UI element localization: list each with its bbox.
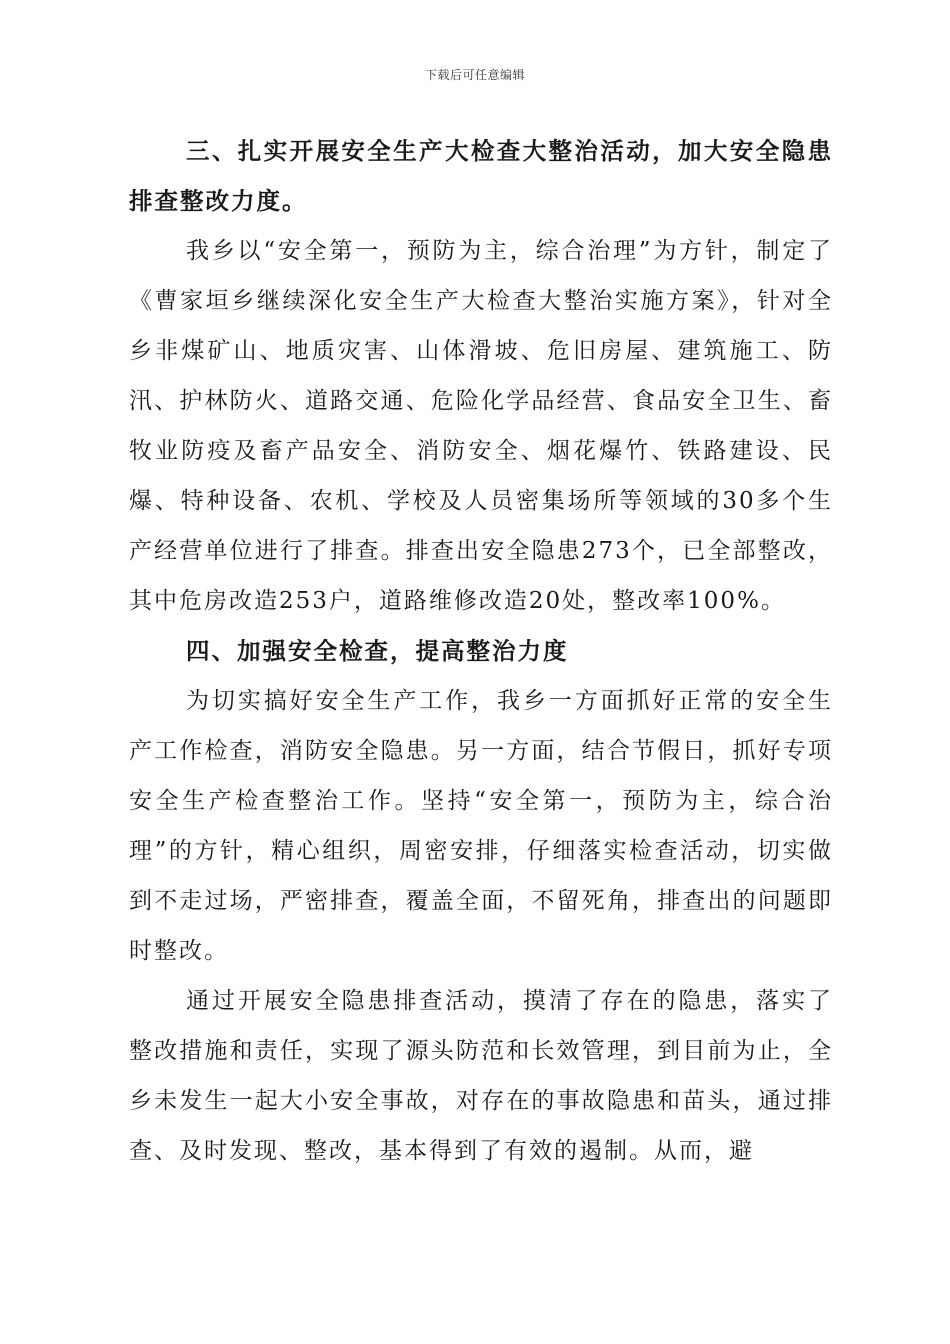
- closing-body: 通过开展安全隐患排查活动，摸清了存在的隐患，落实了整改措施和责任，实现了源头防范和长效管理，到目前为止，全乡未发生一起大小安全事故，对存在的事故隐患和苗头，通过排查、及时发现、整改，基本得到了有效的遏制。从而，避: [129, 988, 833, 1164]
- header-note: 下载后可任意编辑: [424, 68, 525, 82]
- section-4-heading: 四、加强安全检查，提高整治力度: [186, 637, 569, 665]
- document-content: [129, 126, 833, 1176]
- section-3-body: 我乡以“安全第一，预防为主，综合治理”为方针，制定了《曹家垣乡继续深化安全生产大检查大整治实施方案》，针对全乡非煤矿山、地质灾害、山体滑坡、危旧房屋、建筑施工、防汛、护林防火、道路交通、危险化学品经营、食品安全卫生、畜牧业防疫及畜产品安全、消防安全、烟花爆竹、铁路建设、民爆、特种设备、农机、学校及人员密集场所等领域的30多个生产经营单位进行了排查。排查出安全隐患273个，已全部整改，其中危房改造253户，道路维修改造20处，整改率100%。: [129, 238, 833, 614]
- section-3-heading: 三、扎实开展安全生产大检查大整治活动，加大安全隐患排查整改力度。: [129, 137, 833, 215]
- section-4-body: 为切实搞好安全生产工作，我乡一方面抓好正常的安全生产工作检查，消防安全隐患。另一方面，结合节假日，抓好专项安全生产检查整治工作。坚持“安全第一，预防为主，综合治理”的方针，精心组织，周密安排，仔细落实检查活动，切实做到不走过场，严密排查，覆盖全面，不留死角，排查出的问题即时整改。: [129, 688, 833, 964]
